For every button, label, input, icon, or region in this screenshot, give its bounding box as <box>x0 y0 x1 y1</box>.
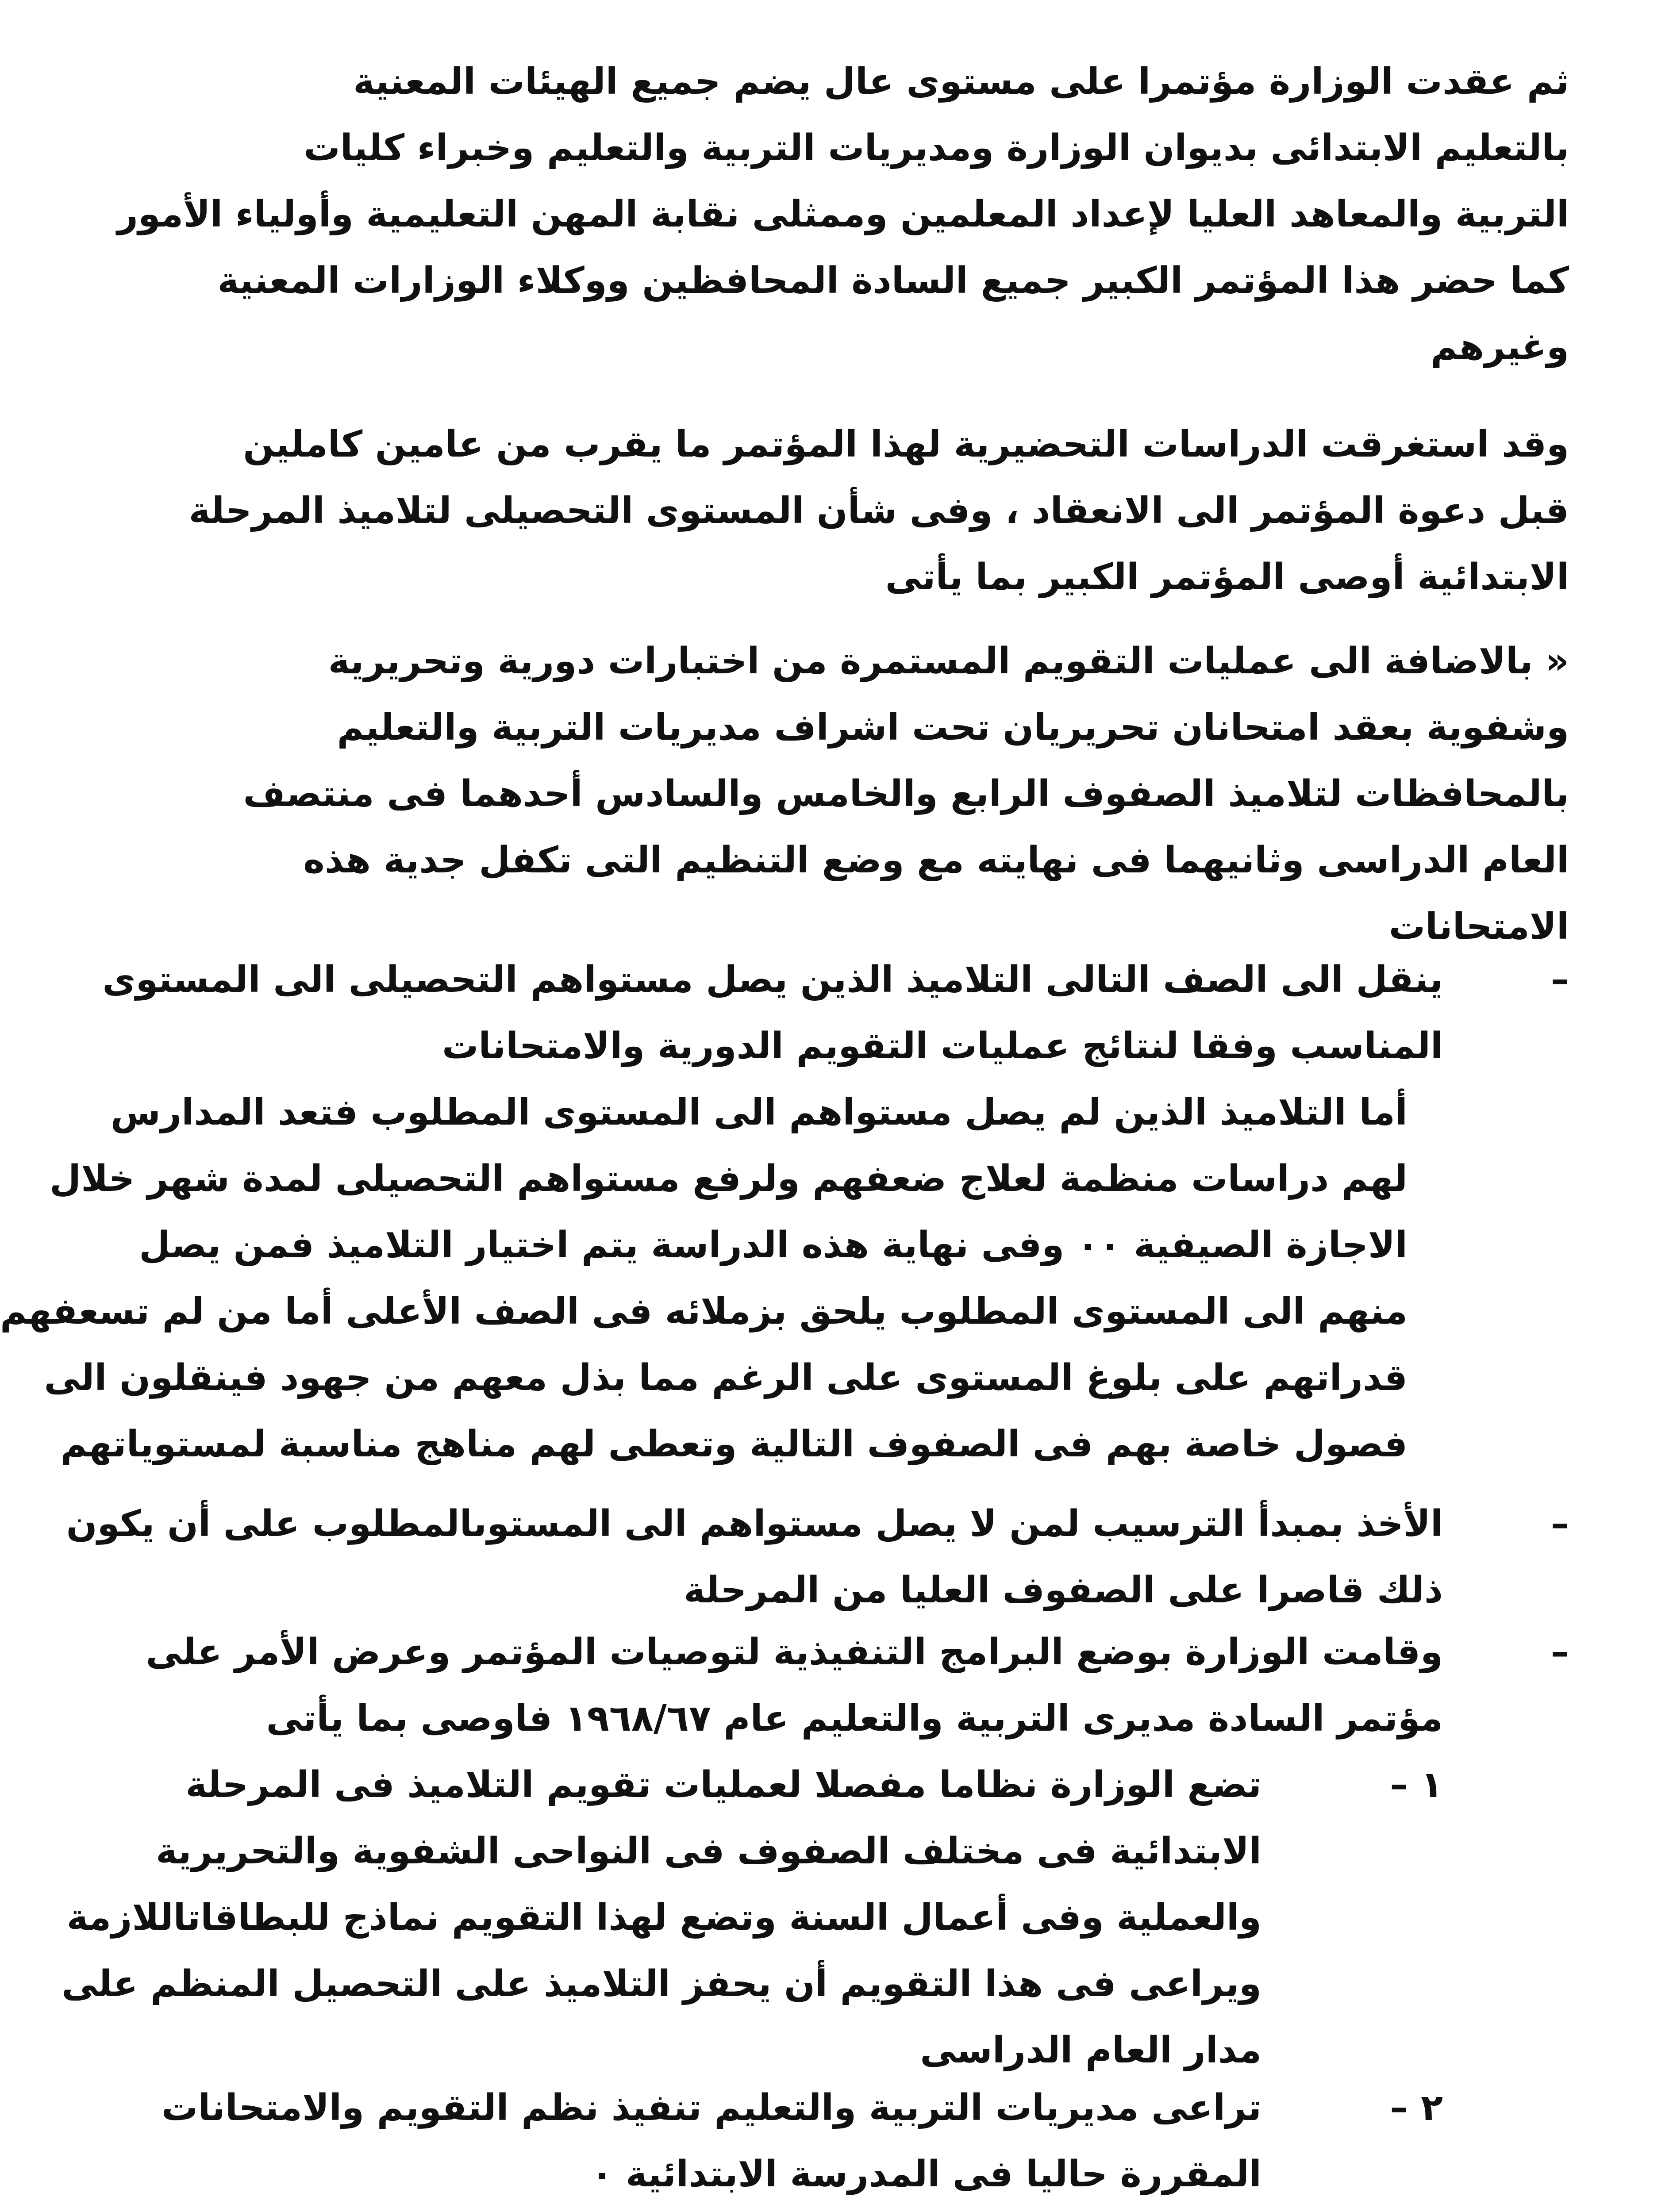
text-line: ويراعى فى هذا التقويم أن يحفز التلاميذ على التحصيل المنظم على <box>62 1963 1261 2005</box>
text-line: العام الدراسى وثانيهما فى نهايته مع وضع التنظيم التى تكفل جدية هذه <box>303 839 1569 881</box>
text-line: وقامت الوزارة بوضع البرامج التنفيذية لتوصيات المؤتمر وعرض الأمر على <box>146 1631 1443 1673</box>
text-line: مؤتمر السادة مديرى التربية والتعليم عام ١٩٦٨/٦٧ فاوصى بما يأتى <box>266 1697 1443 1740</box>
bullet-dash: – <box>1551 959 1569 1001</box>
text-line: والعملية وفى أعمال السنة وتضع لهذا التقويم نماذج للبطاقاتاللازمة <box>66 1897 1261 1939</box>
text-line: قدراتهم على بلوغ المستوى على الرغم مما بذل معهم من جهود فينقلون الى <box>44 1357 1408 1399</box>
text-line: مدار العام الدراسى <box>920 2029 1261 2071</box>
paragraph-recommendation-quote <box>161 628 1569 960</box>
text-line: الاجازة الصيفية ٠٠ وفى نهاية هذه الدراسة يتم اختيار التلاميذ فمن يصل <box>139 1224 1408 1266</box>
text-line: الابتدائية أوصى المؤتمر الكبير بما يأتى <box>885 556 1569 598</box>
text-line: وغيرهم <box>1431 326 1569 368</box>
text-line: الابتدائية فى مختلف الصفوف فى النواحى الشفوية والتحريرية <box>156 1830 1261 1872</box>
bullet-dash: – <box>1551 1631 1569 1673</box>
text-line: بالمحافظات لتلاميذ الصفوف الرابع والخامس والسادس أحدهما فى منتصف <box>243 773 1569 815</box>
text-line: الأخذ بمبدأ الترسيب لمن لا يصل مستواهم الى المستوىالمطلوب على أن يكون <box>66 1503 1443 1545</box>
item-number: ٢ – <box>1390 2087 1443 2129</box>
numbered-item-directorates <box>161 2075 1261 2208</box>
bullet-item-retention <box>66 1491 1443 1624</box>
text-line: وقد استغرقت الدراسات التحضيرية لهذا المؤتمر ما يقرب من عامين كاملين <box>243 423 1569 465</box>
text-line: ينقل الى الصف التالى التلاميذ الذين يصل مستواهم التحصيلى الى المستوى <box>102 959 1443 1001</box>
text-line: قبل دعوة المؤتمر الى الانعقاد ، وفى شأن المستوى التحصيلى لتلاميذ المرحلة <box>188 490 1569 532</box>
text-line: بالتعليم الابتدائى بديوان الوزارة ومديريات التربية والتعليم وخبراء كليات <box>304 127 1569 169</box>
text-line: المناسب وفقا لنتائج عمليات التقويم الدورية والامتحانات <box>442 1025 1443 1067</box>
text-line: تراعى مديريات التربية والتعليم تنفيذ نظم التقويم والامتحانات <box>161 2087 1261 2129</box>
text-line: منهم الى المستوى المطلوب يلحق بزملائه فى الصف الأعلى أما من لم تسعفهم <box>0 1290 1408 1333</box>
text-line: لهم دراسات منظمة لعلاج ضعفهم ولرفع مستواهم التحصيلى لمدة شهر خلال <box>50 1158 1408 1200</box>
paragraph-remedial-study <box>0 1079 1408 1478</box>
paragraph-conference <box>117 49 1569 380</box>
text-line: تضع الوزارة نظاما مفصلا لعمليات تقويم التلاميذ فى المرحلة <box>185 1764 1261 1806</box>
numbered-item-evaluation-system <box>62 1752 1261 2084</box>
bullet-item-promotion <box>102 947 1443 1079</box>
text-line: الامتحانات <box>1388 906 1569 948</box>
text-line: وشفوية بعقد امتحانان تحريريان تحت اشراف مديريات التربية والتعليم <box>337 707 1569 749</box>
text-line: المقررة حاليا فى المدرسة الابتدائية ٠ <box>591 2153 1261 2195</box>
text-line: التربية والمعاهد العليا لإعداد المعلمين وممثلى نقابة المهن التعليمية وأولياء الأمور <box>117 193 1569 235</box>
bullet-dash: – <box>1551 1503 1569 1545</box>
text-line: أما التلاميذ الذين لم يصل مستواهم الى المستوى المطلوب فتعد المدارس <box>110 1091 1408 1133</box>
text-line: « بالاضافة الى عمليات التقويم المستمرة من اختبارات دورية وتحريرية <box>328 640 1569 682</box>
paragraph-preparatory-studies <box>161 411 1569 611</box>
text-line: ثم عقدت الوزارة مؤتمرا على مستوى عال يضم جميع الهيئات المعنية <box>353 61 1569 103</box>
bullet-item-ministry-programs <box>146 1619 1443 1752</box>
text-line: كما حضر هذا المؤتمر الكبير جميع السادة المحافظين ووكلاء الوزارات المعنية <box>217 260 1569 302</box>
text-line: ذلك قاصرا على الصفوف العليا من المرحلة <box>684 1569 1443 1611</box>
text-line: فصول خاصة بهم فى الصفوف التالية وتعطى لهم مناهج مناسبة لمستوياتهم <box>60 1423 1408 1465</box>
item-number: ١ – <box>1390 1764 1443 1806</box>
